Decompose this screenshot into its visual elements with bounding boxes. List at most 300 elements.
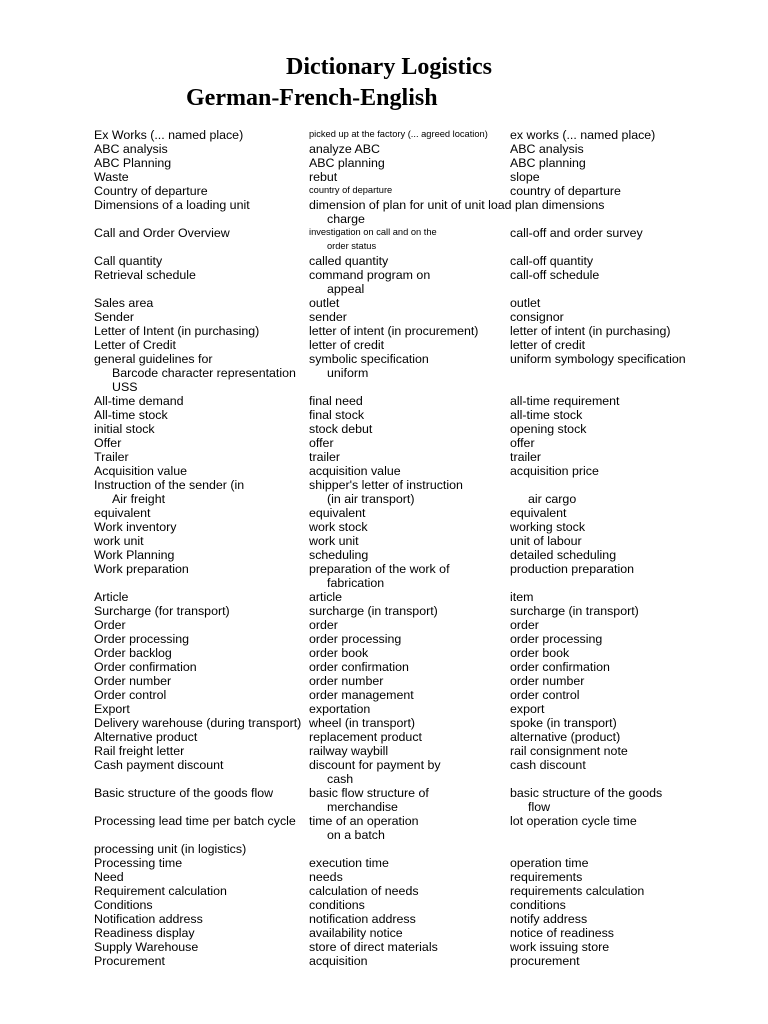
german-term xyxy=(94,716,301,730)
german-term xyxy=(94,394,184,408)
german-term xyxy=(94,422,155,436)
german-term xyxy=(94,338,176,352)
french-term-line: letter of credit xyxy=(309,338,385,352)
french-term-line: order processing xyxy=(309,632,402,646)
german-term-line: Call and Order Overview xyxy=(94,226,230,240)
german-term-line: work unit xyxy=(94,534,144,548)
dictionary-entry xyxy=(0,674,768,688)
french-term-line: acquisition xyxy=(309,954,368,968)
french-term-line: analyze ABC xyxy=(309,142,380,156)
german-term xyxy=(94,436,121,450)
english-term xyxy=(510,604,639,618)
french-term-line: availability notice xyxy=(309,926,403,940)
french-term xyxy=(309,352,429,380)
dictionary-entry xyxy=(0,310,768,324)
german-term xyxy=(94,128,243,142)
french-term-line: order book xyxy=(309,646,369,660)
french-term xyxy=(309,422,372,436)
dictionary-entry xyxy=(0,940,768,954)
english-term-line: production preparation xyxy=(510,562,634,576)
french-term xyxy=(309,618,338,632)
dictionary-entry xyxy=(0,660,768,674)
german-term xyxy=(94,226,230,240)
french-term xyxy=(309,660,409,674)
dictionary-entry xyxy=(0,954,768,968)
german-term-line: general guidelines for xyxy=(94,352,213,366)
german-term-line: Instruction of the sender (in xyxy=(94,478,245,492)
french-term xyxy=(309,856,389,870)
english-term-line: cash discount xyxy=(510,758,586,772)
french-term xyxy=(309,632,401,646)
english-term xyxy=(510,324,670,338)
german-term-line: Work inventory xyxy=(94,520,177,534)
french-term-line: article xyxy=(309,590,343,604)
dictionary-entry xyxy=(0,184,768,198)
french-term-line: dimension of plan for unit of unit load plan dimensions xyxy=(309,198,605,212)
french-term-line: railway waybill xyxy=(309,744,389,758)
german-term-line: Acquisition value xyxy=(94,464,187,478)
dictionary-entry xyxy=(0,450,768,464)
french-term xyxy=(309,184,392,198)
english-term-line: opening stock xyxy=(510,422,587,436)
english-term xyxy=(510,408,582,422)
german-term xyxy=(94,464,187,478)
french-term xyxy=(309,464,401,478)
dictionary-entry xyxy=(0,506,768,520)
dictionary-entry xyxy=(0,926,768,940)
german-term-line: Call quantity xyxy=(94,254,163,268)
german-term xyxy=(94,534,144,548)
german-term-line: Sales area xyxy=(94,296,154,310)
french-term-line: order number xyxy=(309,674,384,688)
german-term xyxy=(94,408,168,422)
english-term xyxy=(510,548,616,562)
english-term xyxy=(510,128,655,142)
german-term-line: USS xyxy=(112,380,138,394)
german-term xyxy=(94,142,168,156)
english-term-line xyxy=(510,478,576,492)
french-term xyxy=(309,562,450,590)
english-term-line: ABC planning xyxy=(510,156,586,170)
german-term-line: All-time demand xyxy=(94,394,184,408)
dictionary-entry xyxy=(0,590,768,604)
english-term xyxy=(510,170,540,184)
english-term xyxy=(510,632,602,646)
english-term xyxy=(510,688,580,702)
french-term-line: discount for payment by xyxy=(309,758,441,772)
german-term xyxy=(94,506,151,520)
english-term xyxy=(510,184,621,198)
french-term-line: investigation on call and on the xyxy=(309,227,437,237)
german-term xyxy=(94,478,244,506)
english-term xyxy=(510,660,610,674)
dictionary-entries xyxy=(0,128,768,968)
french-term xyxy=(309,198,605,226)
dictionary-entry xyxy=(0,226,768,254)
french-term xyxy=(309,912,416,926)
english-term xyxy=(510,394,620,408)
dictionary-entry xyxy=(0,436,768,450)
english-term-line: spoke (in transport) xyxy=(510,716,617,730)
french-term xyxy=(309,940,438,954)
german-term-line: Dimensions of a loading unit xyxy=(94,198,250,212)
english-term xyxy=(510,674,584,688)
dictionary-entry xyxy=(0,422,768,436)
dictionary-entry xyxy=(0,170,768,184)
german-term xyxy=(94,688,166,702)
french-term-line: (in air transport) xyxy=(327,492,415,506)
french-term xyxy=(309,702,370,716)
english-term xyxy=(510,940,609,954)
english-term xyxy=(510,646,569,660)
dictionary-entry xyxy=(0,912,768,926)
english-term-line: notice of readiness xyxy=(510,926,615,940)
dictionary-entry xyxy=(0,898,768,912)
french-term xyxy=(309,142,380,156)
french-term-line: merchandise xyxy=(327,800,398,814)
english-term-line: notify address xyxy=(510,912,588,926)
french-term-line: final need xyxy=(309,394,363,408)
french-term-line: work unit xyxy=(309,534,359,548)
dictionary-entry xyxy=(0,268,768,296)
english-term-line: conditions xyxy=(510,898,566,912)
french-term-line: sender xyxy=(309,310,347,324)
german-term-line: Work preparation xyxy=(94,562,189,576)
english-term xyxy=(510,142,584,156)
english-term-line: alternative (product) xyxy=(510,730,621,744)
french-term xyxy=(309,674,383,688)
english-term xyxy=(510,268,599,282)
dictionary-entry xyxy=(0,296,768,310)
french-term-line: command program on xyxy=(309,268,431,282)
french-term xyxy=(309,954,368,968)
english-term xyxy=(510,702,544,716)
english-term xyxy=(510,884,644,898)
french-term-line: charge xyxy=(327,212,365,226)
english-term xyxy=(510,506,567,520)
german-term-line: Work Planning xyxy=(94,548,175,562)
dictionary-entry xyxy=(0,198,768,226)
german-term xyxy=(94,450,129,464)
dictionary-entry xyxy=(0,548,768,562)
english-term-line: lot operation cycle time xyxy=(510,814,637,828)
english-term-line: ex works (... named place) xyxy=(510,128,656,142)
french-term xyxy=(309,730,422,744)
english-term xyxy=(510,436,535,450)
english-term-line: detailed scheduling xyxy=(510,548,617,562)
german-term xyxy=(94,674,171,688)
english-term-line: basic structure of the goods xyxy=(510,786,663,800)
german-term xyxy=(94,604,230,618)
german-term-line: Export xyxy=(94,702,130,716)
french-term-line: symbolic specification xyxy=(309,352,429,366)
french-term-line: time of an operation xyxy=(309,814,419,828)
french-term-line: equivalent xyxy=(309,506,366,520)
french-term xyxy=(309,590,342,604)
german-term xyxy=(94,296,153,310)
english-term-line: call-off and order survey xyxy=(510,226,643,240)
french-term xyxy=(309,436,334,450)
french-term xyxy=(309,156,385,170)
french-term-line: replacement product xyxy=(309,730,422,744)
english-term-line: work issuing store xyxy=(510,940,610,954)
english-term xyxy=(510,912,587,926)
german-term xyxy=(94,254,162,268)
english-term-line: order xyxy=(510,618,539,632)
english-term-line: requirements calculation xyxy=(510,884,645,898)
document-subtitle: German-French-English xyxy=(186,85,438,111)
english-term-line: export xyxy=(510,702,545,716)
dictionary-entry xyxy=(0,254,768,268)
english-term-line: offer xyxy=(510,436,535,450)
german-term-line: initial stock xyxy=(94,422,155,436)
french-term-line: notification address xyxy=(309,912,416,926)
german-term xyxy=(94,324,259,338)
german-term-line: Supply Warehouse xyxy=(94,940,199,954)
english-term-line: trailer xyxy=(510,450,541,464)
english-term-line: requirements xyxy=(510,870,583,884)
english-term-line: procurement xyxy=(510,954,580,968)
german-term xyxy=(94,156,171,170)
french-term xyxy=(309,296,339,310)
dictionary-entry xyxy=(0,128,768,142)
german-term xyxy=(94,940,198,954)
french-term xyxy=(309,170,337,184)
english-term-line: flow xyxy=(528,800,551,814)
german-term xyxy=(94,646,172,660)
german-term xyxy=(94,842,246,856)
german-term xyxy=(94,814,296,828)
dictionary-entry xyxy=(0,884,768,898)
french-term-line: trailer xyxy=(309,450,340,464)
german-term-line: Processing lead time per batch cycle xyxy=(94,814,296,828)
english-term xyxy=(510,730,620,744)
french-term-line: order confirmation xyxy=(309,660,409,674)
french-term-line: shipper's letter of instruction xyxy=(309,478,463,492)
french-term-line: uniform xyxy=(327,366,369,380)
german-term xyxy=(94,184,208,198)
french-term-line: outlet xyxy=(309,296,340,310)
dictionary-entry xyxy=(0,870,768,884)
german-term xyxy=(94,856,182,870)
english-term xyxy=(510,254,593,268)
german-term-line: Conditions xyxy=(94,898,153,912)
german-term-line: processing unit (in logistics) xyxy=(94,842,247,856)
german-term xyxy=(94,912,203,926)
english-term-line: air cargo xyxy=(528,492,577,506)
german-term-line: Letter of Intent (in purchasing) xyxy=(94,324,260,338)
german-term xyxy=(94,954,165,968)
german-term-line: Rail freight letter xyxy=(94,744,185,758)
german-term-line: Readiness display xyxy=(94,926,195,940)
english-term xyxy=(510,464,599,478)
german-term-line: Ex Works (... named place) xyxy=(94,128,244,142)
german-term xyxy=(94,786,273,800)
french-term-line: surcharge (in transport) xyxy=(309,604,438,618)
german-term-line: Trailer xyxy=(94,450,129,464)
english-term-line: rail consignment note xyxy=(510,744,628,758)
english-term-line: call-off quantity xyxy=(510,254,594,268)
english-term xyxy=(510,478,576,506)
english-term-line: item xyxy=(510,590,534,604)
dictionary-entry xyxy=(0,688,768,702)
german-term xyxy=(94,548,174,562)
german-term xyxy=(94,758,224,772)
german-term-line: Order xyxy=(94,618,126,632)
english-term-line: call-off schedule xyxy=(510,268,600,282)
english-term-line: order control xyxy=(510,688,580,702)
german-term xyxy=(94,702,130,716)
german-term xyxy=(94,870,124,884)
french-term-line: scheduling xyxy=(309,548,369,562)
dictionary-entry xyxy=(0,744,768,758)
german-term xyxy=(94,590,128,604)
french-term-line: picked up at the factory (... agreed location) xyxy=(309,129,488,139)
german-term-line: Retrieval schedule xyxy=(94,268,196,282)
french-term xyxy=(309,744,388,758)
german-term xyxy=(94,198,250,212)
english-term xyxy=(510,352,686,366)
german-term xyxy=(94,744,184,758)
dictionary-entry xyxy=(0,478,768,506)
english-term-line: order book xyxy=(510,646,570,660)
german-term-line: ABC Planning xyxy=(94,156,172,170)
dictionary-entry xyxy=(0,716,768,730)
french-term-line: acquisition value xyxy=(309,464,401,478)
english-term xyxy=(510,534,582,548)
french-term-line: letter of intent (in procurement) xyxy=(309,324,479,338)
dictionary-entry xyxy=(0,646,768,660)
english-term xyxy=(510,758,586,772)
english-term-line: ABC analysis xyxy=(510,142,584,156)
german-term xyxy=(94,170,129,184)
english-term xyxy=(510,716,617,730)
german-term-line: Offer xyxy=(94,436,122,450)
english-term-line: all-time stock xyxy=(510,408,583,422)
french-term-line: cash xyxy=(327,772,354,786)
german-term-line: Requirement calculation xyxy=(94,884,227,898)
document-title: Dictionary Logistics xyxy=(286,54,492,80)
french-term xyxy=(309,534,359,548)
french-term-line: ABC planning xyxy=(309,156,385,170)
dictionary-entry xyxy=(0,632,768,646)
german-term-line: Delivery warehouse (during transport) xyxy=(94,716,302,730)
french-term xyxy=(309,324,478,338)
french-term-line: conditions xyxy=(309,898,365,912)
french-term-line: fabrication xyxy=(327,576,385,590)
french-term-line: needs xyxy=(309,870,343,884)
french-term xyxy=(309,254,388,268)
german-term-line: Procurement xyxy=(94,954,165,968)
english-term xyxy=(510,296,540,310)
french-term xyxy=(309,338,384,352)
dictionary-entry xyxy=(0,814,768,842)
german-term-line: Processing time xyxy=(94,856,183,870)
french-term xyxy=(309,408,364,422)
german-term-line: Order number xyxy=(94,674,172,688)
dictionary-entry xyxy=(0,408,768,422)
german-term xyxy=(94,352,296,394)
german-term-line: Letter of Credit xyxy=(94,338,176,352)
dictionary-entry xyxy=(0,758,768,786)
french-term-line: offer xyxy=(309,436,334,450)
english-term-line: surcharge (in transport) xyxy=(510,604,639,618)
french-term-line: called quantity xyxy=(309,254,389,268)
dictionary-entry xyxy=(0,324,768,338)
dictionary-entry xyxy=(0,520,768,534)
german-term-line: Alternative product xyxy=(94,730,198,744)
english-term-line: outlet xyxy=(510,296,541,310)
english-term-line: unit of labour xyxy=(510,534,582,548)
dictionary-entry xyxy=(0,842,768,856)
german-term-line: Sender xyxy=(94,310,134,324)
english-term xyxy=(510,744,628,758)
dictionary-entry xyxy=(0,786,768,814)
german-term xyxy=(94,632,189,646)
french-term xyxy=(309,884,419,898)
french-term-line: stock debut xyxy=(309,422,373,436)
german-term-line: Order processing xyxy=(94,632,190,646)
english-term-line: consignor xyxy=(510,310,564,324)
german-term xyxy=(94,618,126,632)
german-term xyxy=(94,884,227,898)
french-term-line: order status xyxy=(327,241,377,251)
german-term-line: Surcharge (for transport) xyxy=(94,604,230,618)
dictionary-entry xyxy=(0,338,768,352)
dictionary-entry xyxy=(0,702,768,716)
french-term xyxy=(309,128,488,142)
english-term-line: slope xyxy=(510,170,540,184)
german-term-line: Order confirmation xyxy=(94,660,197,674)
german-term-line: equivalent xyxy=(94,506,151,520)
french-term xyxy=(309,450,340,464)
german-term-line: Order backlog xyxy=(94,646,172,660)
french-term xyxy=(309,520,368,534)
french-term-line: exportation xyxy=(309,702,371,716)
english-term-line: letter of credit xyxy=(510,338,586,352)
english-term xyxy=(510,156,586,170)
english-term-line: equivalent xyxy=(510,506,567,520)
french-term-line: on a batch xyxy=(327,828,385,842)
dictionary-entry xyxy=(0,604,768,618)
english-term xyxy=(510,954,580,968)
english-term xyxy=(510,856,589,870)
english-term xyxy=(510,310,564,324)
french-term xyxy=(309,394,363,408)
english-term xyxy=(510,562,634,576)
english-term-line: acquisition price xyxy=(510,464,599,478)
dictionary-entry xyxy=(0,352,768,394)
english-term xyxy=(510,898,566,912)
english-term-line: order processing xyxy=(510,632,603,646)
french-term xyxy=(309,226,437,254)
french-term-line: preparation of the work of xyxy=(309,562,450,576)
french-term xyxy=(309,506,366,520)
french-term-line: work stock xyxy=(309,520,368,534)
german-term-line: Notification address xyxy=(94,912,203,926)
german-term-line: Order control xyxy=(94,688,167,702)
french-term xyxy=(309,478,463,506)
english-term-line: uniform symbology specification xyxy=(510,352,686,366)
german-term-line: Air freight xyxy=(112,492,166,506)
english-term-line: all-time requirement xyxy=(510,394,620,408)
english-term xyxy=(510,618,539,632)
german-term xyxy=(94,562,189,576)
french-term xyxy=(309,604,438,618)
dictionary-entry xyxy=(0,730,768,744)
english-term xyxy=(510,450,541,464)
french-term-line: country of departure xyxy=(309,185,393,195)
